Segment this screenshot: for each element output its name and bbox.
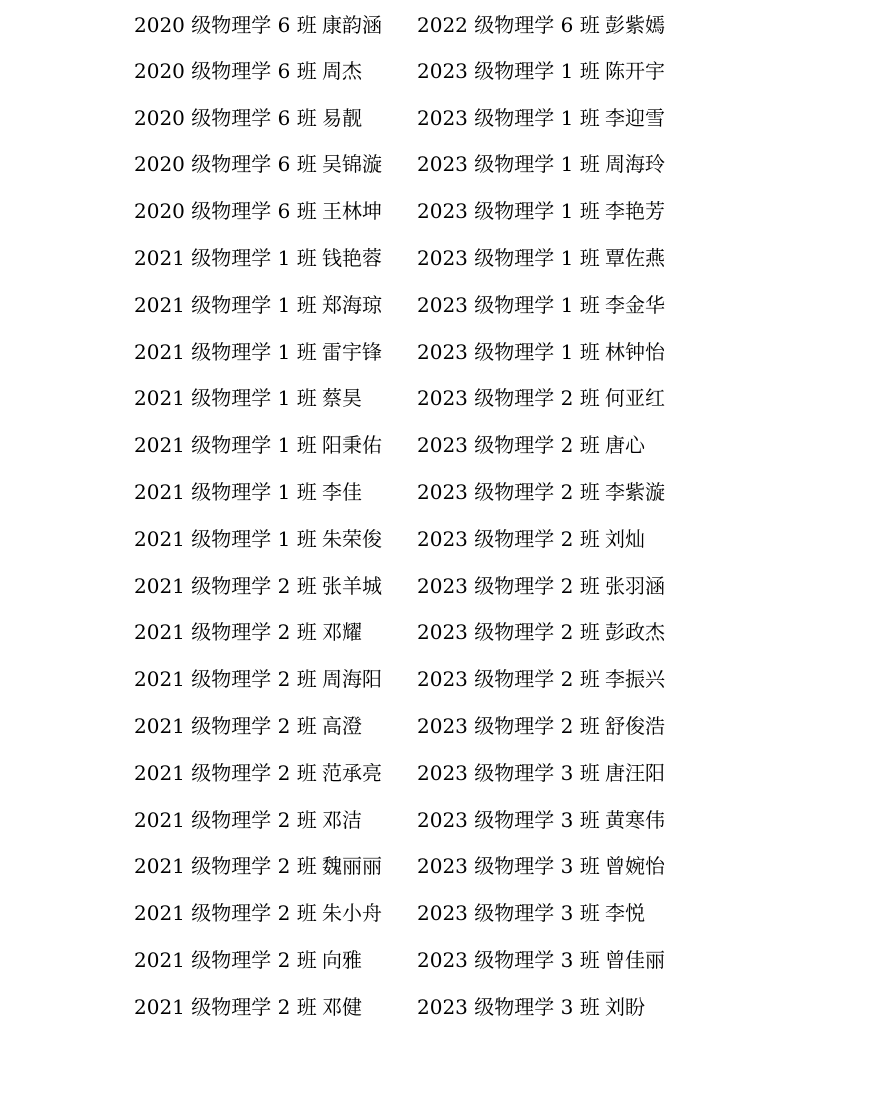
student-name: 李艳芳 (605, 199, 665, 224)
list-item (134, 654, 754, 701)
list-item (134, 701, 754, 748)
right-entry (417, 429, 645, 458)
student-name: 李佳 (322, 480, 362, 505)
left-entry (134, 570, 417, 599)
class-label: 2020 级物理学 6 班 (134, 105, 317, 130)
student-name: 舒俊浩 (605, 714, 665, 739)
list-item (134, 561, 754, 608)
list-item (134, 982, 754, 1029)
class-label: 2021 级物理学 2 班 (134, 807, 317, 832)
student-name: 魏丽丽 (322, 854, 382, 879)
right-entry (417, 289, 665, 318)
class-label: 2021 级物理学 2 班 (134, 620, 317, 645)
right-entry (417, 55, 665, 84)
right-entry (417, 336, 665, 365)
left-entry (134, 991, 417, 1020)
class-label: 2023 级物理学 2 班 (417, 433, 600, 458)
left-entry (134, 242, 417, 271)
student-name: 李振兴 (605, 667, 665, 692)
list-item (134, 374, 754, 421)
class-label: 2023 级物理学 3 班 (417, 901, 600, 926)
right-entry (417, 570, 665, 599)
class-label: 2021 级物理学 1 班 (134, 292, 317, 317)
class-label: 2022 级物理学 6 班 (417, 12, 600, 37)
student-name: 曾婉怡 (605, 854, 665, 879)
class-label: 2023 级物理学 2 班 (417, 526, 600, 551)
right-entry (417, 148, 665, 177)
right-entry (417, 944, 665, 973)
right-entry (417, 897, 645, 926)
left-entry (134, 897, 417, 926)
student-name: 周海阳 (322, 667, 382, 692)
class-label: 2023 级物理学 1 班 (417, 292, 600, 317)
list-item (134, 327, 754, 374)
student-name: 雷宇锋 (322, 339, 382, 364)
student-name: 钱艳蓉 (322, 246, 382, 271)
student-name: 张羽涵 (605, 573, 665, 598)
list-item (134, 935, 754, 982)
list-item (134, 46, 754, 93)
student-name: 范承亮 (322, 760, 382, 785)
right-entry (417, 195, 665, 224)
list-item (134, 233, 754, 280)
right-entry (417, 850, 665, 879)
class-label: 2021 级物理学 2 班 (134, 901, 317, 926)
class-label: 2020 级物理学 6 班 (134, 199, 317, 224)
class-label: 2023 级物理学 2 班 (417, 386, 600, 411)
class-label: 2023 级物理学 2 班 (417, 667, 600, 692)
student-name: 张羊城 (322, 573, 382, 598)
student-name: 易靓 (322, 105, 362, 130)
class-label: 2023 级物理学 2 班 (417, 573, 600, 598)
student-name: 阳秉佑 (322, 433, 382, 458)
class-label: 2021 级物理学 1 班 (134, 246, 317, 271)
student-name: 蔡昊 (322, 386, 362, 411)
list-item (134, 420, 754, 467)
class-label: 2023 级物理学 1 班 (417, 339, 600, 364)
student-name: 李金华 (605, 292, 665, 317)
left-entry (134, 616, 417, 645)
left-entry (134, 476, 417, 505)
right-entry (417, 523, 645, 552)
class-label: 2021 级物理学 1 班 (134, 339, 317, 364)
list-item (134, 795, 754, 842)
class-label: 2021 级物理学 2 班 (134, 714, 317, 739)
right-entry (417, 476, 665, 505)
left-entry (134, 523, 417, 552)
list-item (134, 514, 754, 561)
left-entry (134, 289, 417, 318)
class-label: 2021 级物理学 1 班 (134, 433, 317, 458)
student-name: 向雅 (322, 948, 362, 973)
left-entry (134, 336, 417, 365)
class-label: 2023 级物理学 1 班 (417, 246, 600, 271)
class-label: 2021 级物理学 1 班 (134, 526, 317, 551)
left-entry (134, 663, 417, 692)
class-label: 2021 级物理学 2 班 (134, 667, 317, 692)
class-label: 2023 级物理学 2 班 (417, 480, 600, 505)
student-name: 周杰 (322, 58, 362, 83)
class-label: 2023 级物理学 1 班 (417, 58, 600, 83)
student-name: 黄寒伟 (605, 807, 665, 832)
roster-list (134, 0, 754, 1029)
class-label: 2023 级物理学 3 班 (417, 854, 600, 879)
student-name: 唐汪阳 (605, 760, 665, 785)
student-name: 何亚红 (605, 386, 665, 411)
right-entry (417, 991, 645, 1020)
student-name: 高澄 (322, 714, 362, 739)
student-name: 曾佳丽 (605, 948, 665, 973)
student-name: 邓耀 (322, 620, 362, 645)
list-item (134, 748, 754, 795)
student-name: 王林坤 (322, 199, 382, 224)
class-label: 2021 级物理学 2 班 (134, 573, 317, 598)
list-item (134, 467, 754, 514)
class-label: 2021 级物理学 2 班 (134, 854, 317, 879)
right-entry (417, 102, 665, 131)
class-label: 2023 级物理学 1 班 (417, 105, 600, 130)
class-label: 2021 级物理学 1 班 (134, 480, 317, 505)
list-item (134, 888, 754, 935)
left-entry (134, 757, 417, 786)
student-name: 朱荣俊 (322, 526, 382, 551)
list-item (134, 608, 754, 655)
class-label: 2023 级物理学 1 班 (417, 152, 600, 177)
list-item (134, 186, 754, 233)
left-entry (134, 195, 417, 224)
student-name: 周海玲 (605, 152, 665, 177)
left-entry (134, 55, 417, 84)
list-item (134, 140, 754, 187)
student-name: 李紫漩 (605, 480, 665, 505)
left-entry (134, 102, 417, 131)
student-name: 李迎雪 (605, 105, 665, 130)
right-entry (417, 616, 665, 645)
student-name: 康韵涵 (322, 12, 382, 37)
student-name: 吴锦漩 (322, 152, 382, 177)
student-name: 刘灿 (605, 526, 645, 551)
left-entry (134, 850, 417, 879)
class-label: 2021 级物理学 2 班 (134, 760, 317, 785)
list-item (134, 93, 754, 140)
class-label: 2021 级物理学 2 班 (134, 994, 317, 1019)
right-entry (417, 242, 665, 271)
class-label: 2023 级物理学 3 班 (417, 994, 600, 1019)
right-entry (417, 382, 665, 411)
class-label: 2021 级物理学 2 班 (134, 948, 317, 973)
left-entry (134, 148, 417, 177)
class-label: 2023 级物理学 2 班 (417, 714, 600, 739)
class-label: 2021 级物理学 1 班 (134, 386, 317, 411)
class-label: 2023 级物理学 2 班 (417, 620, 600, 645)
class-label: 2023 级物理学 3 班 (417, 760, 600, 785)
left-entry (134, 382, 417, 411)
student-name: 覃佐燕 (605, 246, 665, 271)
student-name: 邓洁 (322, 807, 362, 832)
left-entry (134, 9, 417, 38)
class-label: 2020 级物理学 6 班 (134, 152, 317, 177)
list-item (134, 0, 754, 46)
student-name: 陈开宇 (605, 58, 665, 83)
right-entry (417, 757, 665, 786)
student-name: 林钟怡 (605, 339, 665, 364)
class-label: 2020 级物理学 6 班 (134, 12, 317, 37)
right-entry (417, 710, 665, 739)
left-entry (134, 944, 417, 973)
left-entry (134, 710, 417, 739)
class-label: 2023 级物理学 3 班 (417, 807, 600, 832)
student-name: 邓健 (322, 994, 362, 1019)
student-name: 彭政杰 (605, 620, 665, 645)
list-item (134, 842, 754, 889)
right-entry (417, 804, 665, 833)
list-item (134, 280, 754, 327)
left-entry (134, 804, 417, 833)
student-name: 李悦 (605, 901, 645, 926)
class-label: 2023 级物理学 1 班 (417, 199, 600, 224)
student-name: 郑海琼 (322, 292, 382, 317)
class-label: 2023 级物理学 3 班 (417, 948, 600, 973)
student-name: 唐心 (605, 433, 645, 458)
class-label: 2020 级物理学 6 班 (134, 58, 317, 83)
student-name: 刘盼 (605, 994, 645, 1019)
right-entry (417, 9, 665, 38)
right-entry (417, 663, 665, 692)
student-name: 彭紫嫣 (605, 12, 665, 37)
left-entry (134, 429, 417, 458)
student-name: 朱小舟 (322, 901, 382, 926)
